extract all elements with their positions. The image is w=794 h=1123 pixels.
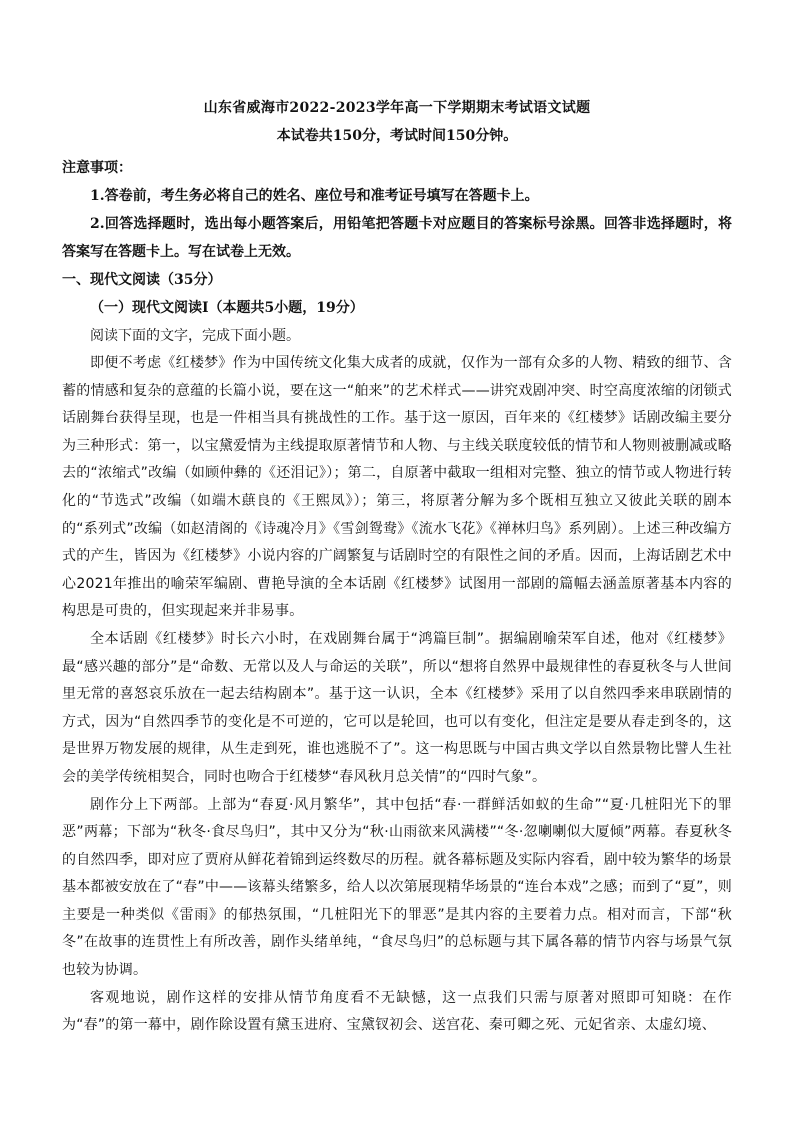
section-heading: 一、现代文阅读（35分） bbox=[62, 272, 222, 288]
subsection-heading: （一）现代文阅读Ⅰ（本题共5小题，19分） bbox=[90, 300, 364, 316]
notice-heading: 注意事项： bbox=[62, 160, 132, 176]
passage-paragraph-2: 全本话剧《红楼梦》时长六小时，在戏剧舞台属于“鸿篇巨制”。据编剧喻荣军自述，他对《红楼梦》最“感兴趣的部分”是“命数、无常以及人与命运的关联”，所以“想将自然界中最规律性的春夏秋冬与人世间里无常的喜怒哀乐放在一起去结构剧本”。基于这一认识，全本《红楼梦》采用了以自然四季来串联剧情的方式，因为“自然四季节的变化是不可逆的，它可以是轮回，也可以有变化，但注定是要从春走到冬的，这是世界万物发展的规律，从生走到死，谁也逃脱不了”。这一构思既与中国古典文学以自然景物比譬人生社会的美学传统相契合，同时也吻合于红楼梦“春风秋月总关情”的“四时气象”。 bbox=[62, 630, 732, 785]
notice-item-1: 1.答卷前，考生务必将自己的姓名、座位号和准考证号填写在答题卡上。 bbox=[90, 188, 539, 204]
passage-paragraph-4: 客观地说，剧作这样的安排从情节角度看不无缺憾，这一点我们只需与原著对照即可知晓：在作为“春”的第一幕中，剧作除设置有黛玉进府、宝黛钗初会、送宫花、秦可卿之死、元妃省亲、太虚幻境、 bbox=[62, 989, 732, 1034]
exam-subtitle: 本试卷共150分，考试时间150分钟。 bbox=[276, 128, 518, 144]
exam-page bbox=[62, 94, 732, 1040]
exam-title: 山东省威海市2022-2023学年高一下学期期末考试语文试题 bbox=[203, 100, 591, 116]
passage-paragraph-1: 即便不考虑《红楼梦》作为中国传统文化集大成者的成就，仅作为一部有众多的人物、精致的细节、含蓄的情感和复杂的意蕴的长篇小说，要在这一“舶来”的艺术样式——讲究戏剧冲突、时空高度浓缩的闭锁式话剧舞台获得呈现，也是一件相当具有挑战性的工作。基于这一原因，百年来的《红楼梦》话剧改编主要分为三种形式：第一，以宝黛爱情为主线提取原著情节和人物、与主线关联度较低的情节和人物则被删减或略去的“浓缩式”改编（如顾仲彝的《还泪记》）；第二，自原著中截取一组相对完整、独立的情节或人物进行转化的“节选式”改编（如端木蕻良的《王熙凤》）；第三，将原著分解为多个既相互独立又彼此关联的剧本的“系列式”改编（如赵清阁的《诗魂冷月》《雪剑鸳鸯》《流水飞花》《禅林归鸟》系列剧）。上述三种改编方式的产生，皆因为《红楼梦》小说内容的广阔繁复与话剧时空的有限性之间的矛盾。因而，上海话剧艺术中心2021年推出的喻荣军编剧、曹艳导演的全本话剧《红楼梦》试图用一部剧的篇幅去涵盖原著基本内容的构思是可贵的，但实现起来并非易事。 bbox=[62, 355, 732, 620]
reading-instruction: 阅读下面的文字，完成下面小题。 bbox=[90, 328, 300, 344]
passage-paragraph-3: 剧作分上下两部。上部为“春夏·风月繁华”，其中包括“春·一群鲜活如蚁的生命”“夏·几桩阳光下的罪恶”两幕；下部为“秋冬·食尽鸟归”，其中又分为“秋·山雨欲来风满楼”“冬·忽喇喇似大厦倾”两幕。春夏秋冬的自然四季，即对应了贾府从鲜花着锦到运终数尽的历程。就各幕标题及实际内容看，剧中较为繁华的场景基本都被安放在了“春”中——该幕头绪繁多，给人以次第展现精华场景的“连台本戏”之感；而到了“夏”，则主要是一种类似《雷雨》的郁热氛围，“几桩阳光下的罪恶”是其内容的主要着力点。相对而言，下部“秋冬”在故事的连贯性上有所改善，剧作头绪单纯，“食尽鸟归”的总标题与其下属各幕的情节内容与场景气氛也较为协调。 bbox=[62, 796, 732, 979]
notice-item-2: 2.回答选择题时，选出每小题答案后，用铅笔把答题卡对应题目的答案标号涂黑。回答非选择题时，将答案写在答题卡上。写在试卷上无效。 bbox=[62, 216, 732, 260]
